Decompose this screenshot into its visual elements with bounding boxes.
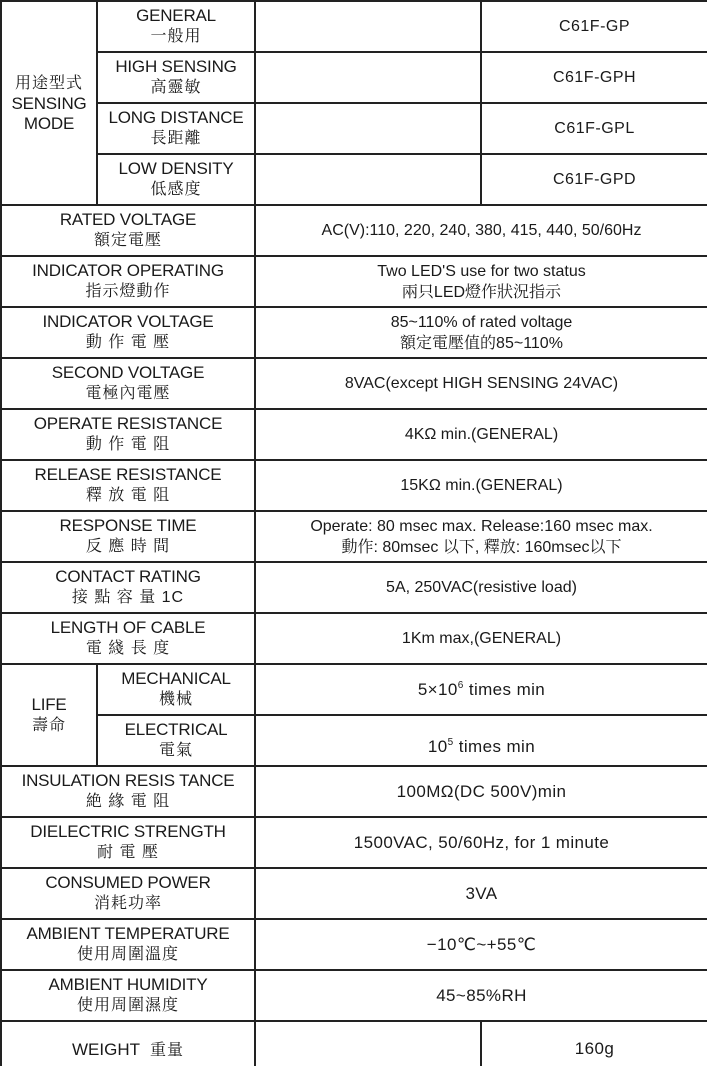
weight-label — [1, 1021, 255, 1066]
life-mechanical-value — [258, 679, 705, 701]
consumed-power-value-cell — [255, 868, 707, 919]
blank-cell — [255, 1021, 481, 1066]
life-mechanical-value-base: 5×10 — [417, 679, 458, 699]
ambient-temperature-value: −10℃~+55℃ — [426, 934, 537, 954]
mode-general-en: GENERAL — [136, 6, 216, 25]
dielectric-strength-label — [1, 817, 255, 868]
second-voltage-zh: 電極內電壓 — [85, 385, 171, 402]
operate-resistance-zh: 動 作 電 阻 — [85, 436, 171, 453]
length-of-cable-en: LENGTH OF CABLE — [50, 618, 206, 637]
table-row — [1, 868, 707, 919]
indicator-operating-en: INDICATOR OPERATING — [32, 261, 224, 280]
mode-low-density-cell — [97, 154, 255, 205]
insulation-resistance-en: INSULATION RESIS TANCE — [21, 771, 235, 790]
length-of-cable-value-cell — [255, 613, 707, 664]
table-row — [1, 154, 707, 205]
table-row — [1, 460, 707, 511]
release-resistance-value-cell — [255, 460, 707, 511]
life-mechanical-zh: 機械 — [158, 691, 193, 708]
table-row — [1, 970, 707, 1021]
consumed-power-value: 3VA — [465, 883, 498, 903]
mode-long-distance-zh: 長距離 — [150, 130, 202, 147]
contact-rating-en: CONTACT RATING — [55, 567, 201, 586]
table-row — [1, 52, 707, 103]
table-row — [1, 256, 707, 307]
table-row — [1, 766, 707, 817]
release-resistance-en: RELEASE RESISTANCE — [34, 465, 222, 484]
life-electrical-value — [258, 724, 705, 758]
weight-en: WEIGHT — [71, 1040, 140, 1059]
life-label-cell — [1, 664, 97, 766]
contact-rating-value: 5A, 250VAC(resistive load) — [386, 579, 577, 596]
length-of-cable-zh: 電 綫 長 度 — [85, 640, 171, 657]
insulation-resistance-value: 100MΩ(DC 500V)min — [396, 781, 567, 801]
life-electrical-value-cell — [255, 715, 707, 766]
release-resistance-value: 15KΩ min.(GENERAL) — [400, 477, 563, 494]
life-electrical-en: ELECTRICAL — [124, 720, 228, 739]
mode-high-sensing-zh: 高靈敏 — [150, 79, 202, 96]
second-voltage-en: SECOND VOLTAGE — [51, 363, 205, 382]
second-voltage-value-cell — [255, 358, 707, 409]
ambient-humidity-value: 45~85%RH — [436, 985, 527, 1005]
rated-voltage-label — [1, 205, 255, 256]
contact-rating-label — [1, 562, 255, 613]
rated-voltage-zh: 額定電壓 — [93, 232, 162, 249]
blank-cell — [255, 154, 481, 205]
indicator-operating-value-zh: 兩只LED燈作狀況指示 — [401, 283, 562, 301]
model-general: C61F-GP — [481, 1, 707, 52]
life-label-zh: 壽命 — [31, 716, 66, 734]
blank-cell — [255, 52, 481, 103]
dielectric-strength-zh: 耐 電 壓 — [97, 844, 159, 861]
mode-high-sensing-cell — [97, 52, 255, 103]
response-time-en: RESPONSE TIME — [59, 516, 197, 535]
indicator-operating-zh: 指示燈動作 — [85, 283, 171, 300]
model-low-density: C61F-GPD — [481, 154, 707, 205]
table-row — [1, 205, 707, 256]
life-electrical-value-unit: times min — [453, 736, 536, 756]
consumed-power-en: CONSUMED POWER — [45, 873, 211, 892]
table-row — [1, 715, 707, 766]
contact-rating-value-cell — [255, 562, 707, 613]
life-mechanical-value-cell — [255, 664, 707, 715]
life-label-en: LIFE — [31, 694, 67, 714]
indicator-operating-value-cell — [255, 256, 707, 307]
sensing-mode-label-cell — [1, 1, 97, 205]
ambient-humidity-value-cell — [255, 970, 707, 1021]
insulation-resistance-zh: 絶 緣 電 阻 — [85, 793, 171, 810]
rated-voltage-value-cell — [255, 205, 707, 256]
table-row — [1, 919, 707, 970]
insulation-resistance-label — [1, 766, 255, 817]
indicator-operating-label — [1, 256, 255, 307]
mode-long-distance-en: LONG DISTANCE — [108, 108, 244, 127]
ambient-temperature-en: AMBIENT TEMPERATURE — [26, 924, 230, 943]
model-long-distance: C61F-GPL — [481, 103, 707, 154]
length-of-cable-value: 1Km max,(GENERAL) — [401, 630, 562, 647]
response-time-value-en: Operate: 80 msec max. Release:160 msec max. — [310, 517, 653, 535]
life-mechanical-en: MECHANICAL — [121, 669, 231, 688]
operate-resistance-value: 4KΩ min.(GENERAL) — [404, 426, 559, 443]
life-electrical-value-exponent: 5 — [447, 736, 454, 748]
response-time-zh: 反 應 時 間 — [85, 538, 171, 555]
mode-low-density-en: LOW DENSITY — [118, 159, 234, 178]
consumed-power-label — [1, 868, 255, 919]
indicator-operating-value-en: Two LED'S use for two status — [377, 262, 586, 280]
table-row — [1, 511, 707, 562]
table-row — [1, 817, 707, 868]
indicator-voltage-zh: 動 作 電 壓 — [85, 334, 171, 351]
table-row — [1, 664, 707, 715]
ambient-temperature-value-cell — [255, 919, 707, 970]
life-electrical-zh: 電氣 — [158, 742, 193, 759]
table-row — [1, 358, 707, 409]
contact-rating-zh: 接 點 容 量 1C — [71, 589, 185, 606]
weight-value: 160g — [574, 1038, 615, 1058]
life-electrical-value-base: 10 — [427, 736, 448, 756]
dielectric-strength-en: DIELECTRIC STRENGTH — [30, 822, 226, 841]
indicator-voltage-value-cell — [255, 307, 707, 358]
operate-resistance-value-cell — [255, 409, 707, 460]
indicator-voltage-value-en: 85~110% of rated voltage — [390, 313, 573, 331]
ambient-temperature-zh: 使用周圍溫度 — [76, 946, 179, 963]
sensing-mode-label-zh: 用途型式 — [14, 74, 83, 92]
blank-cell — [255, 103, 481, 154]
release-resistance-label — [1, 460, 255, 511]
table-row — [1, 613, 707, 664]
ambient-humidity-en: AMBIENT HUMIDITY — [48, 975, 208, 994]
table-row — [1, 1021, 707, 1066]
life-electrical-label — [97, 715, 255, 766]
sensing-mode-label-en-2: MODE — [23, 113, 75, 133]
rated-voltage-value: AC(V):110, 220, 240, 380, 415, 440, 50/60Hz — [321, 222, 642, 239]
mode-low-density-zh: 低感度 — [150, 181, 202, 198]
ambient-temperature-label — [1, 919, 255, 970]
sensing-mode-label-en-1: SENSING — [11, 93, 87, 113]
mode-high-sensing-en: HIGH SENSING — [115, 57, 237, 76]
blank-cell — [255, 1, 481, 52]
table-row — [1, 307, 707, 358]
response-time-value-zh: 動作: 80msec 以下, 釋放: 160msec以下 — [341, 538, 622, 556]
rated-voltage-en: RATED VOLTAGE — [59, 210, 197, 229]
mode-general-cell — [97, 1, 255, 52]
ambient-humidity-zh: 使用周圍濕度 — [76, 997, 179, 1014]
table-row — [1, 562, 707, 613]
response-time-label — [1, 511, 255, 562]
second-voltage-value: 8VAC(except HIGH SENSING 24VAC) — [344, 375, 619, 392]
length-of-cable-label — [1, 613, 255, 664]
consumed-power-zh: 消耗功率 — [93, 895, 162, 912]
dielectric-strength-value: 1500VAC, 50/60Hz, for 1 minute — [353, 832, 610, 852]
dielectric-strength-value-cell — [255, 817, 707, 868]
insulation-resistance-value-cell — [255, 766, 707, 817]
indicator-voltage-en: INDICATOR VOLTAGE — [42, 312, 214, 331]
operate-resistance-en: OPERATE RESISTANCE — [33, 414, 223, 433]
mode-long-distance-cell — [97, 103, 255, 154]
weight-value-cell — [481, 1021, 707, 1066]
second-voltage-label — [1, 358, 255, 409]
indicator-voltage-value-zh: 額定電壓值的85~110% — [400, 334, 563, 352]
ambient-humidity-label — [1, 970, 255, 1021]
response-time-value-cell — [255, 511, 707, 562]
indicator-voltage-label — [1, 307, 255, 358]
table-row — [1, 409, 707, 460]
table-row — [1, 1, 707, 52]
life-mechanical-value-unit: times min — [463, 679, 546, 699]
mode-general-zh: 一般用 — [150, 28, 202, 45]
operate-resistance-label — [1, 409, 255, 460]
table-row — [1, 103, 707, 154]
release-resistance-zh: 釋 放 電 阻 — [85, 487, 171, 504]
life-mechanical-value-exponent: 6 — [457, 679, 464, 691]
model-high-sensing: C61F-GPH — [481, 52, 707, 103]
life-mechanical-label — [97, 664, 255, 715]
weight-zh: 重量 — [149, 1042, 184, 1059]
